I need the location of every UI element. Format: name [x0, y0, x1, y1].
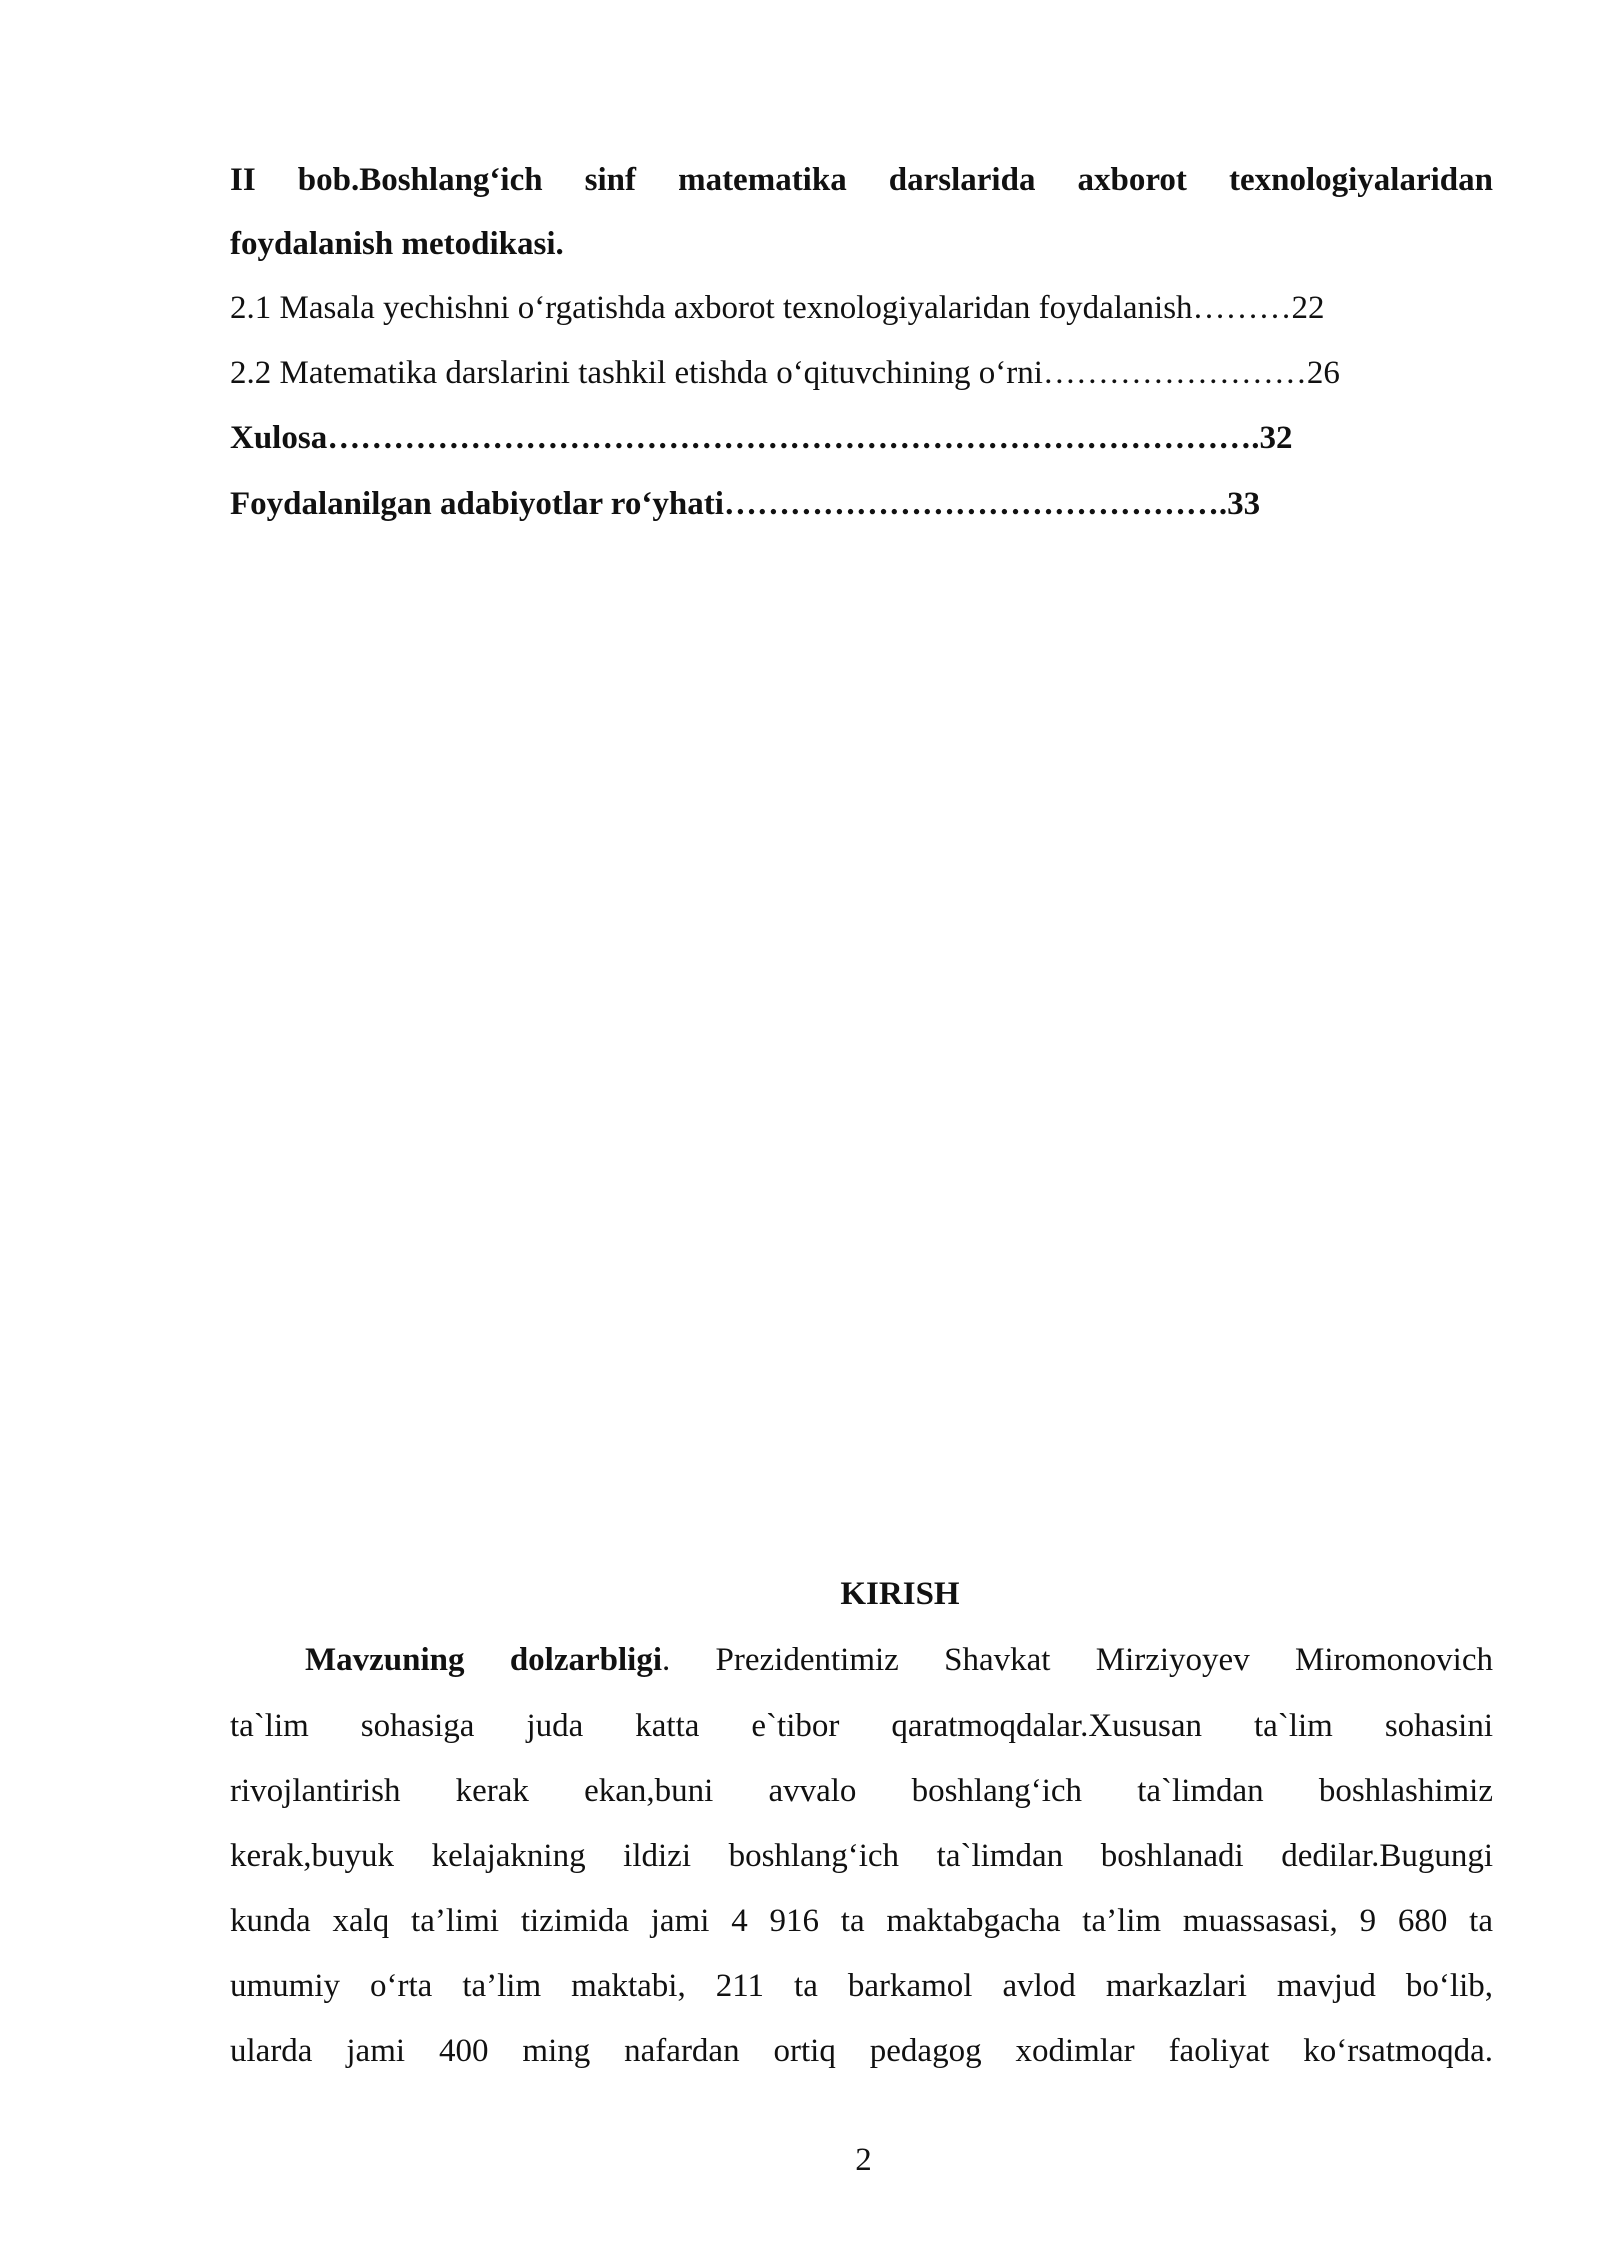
- intro-paragraph-line: rivojlantirish kerak ekan,buni avvalo boshlang‘ich ta`limdan boshlashimiz: [230, 1773, 1493, 1809]
- toc-conclusion: Xulosa………………………………………………………………………….32: [230, 420, 1293, 456]
- intro-paragraph-line: kerak,buyuk kelajakning ildizi boshlang‘ich ta`limdan boshlanadi dedilar.Bugungi: [230, 1838, 1493, 1874]
- intro-paragraph-first-line: [305, 1640, 1493, 1680]
- intro-lead-rest: . Prezidentimiz Shavkat Mirziyoyev Miromonovich: [662, 1642, 1493, 1678]
- intro-paragraph-line: umumiy o‘rta ta’lim maktabi, 211 ta barkamol avlod markazlari mavjud bo‘lib,: [230, 1968, 1493, 2004]
- toc-item-2-1: 2.1 Masala yechishni o‘rgatishda axborot texnologiyalaridan foydalanish………22: [230, 290, 1325, 326]
- toc-chapter2-title-line2: foydalanish metodikasi.: [230, 226, 564, 262]
- toc-item-2-2: 2.2 Matematika darslarini tashkil etishda o‘qituvchining o‘rni……………………26: [230, 355, 1340, 391]
- intro-paragraph-line: ta`lim sohasiga juda katta e`tibor qaratmoqdalar.Xususan ta`lim sohasini: [230, 1708, 1493, 1744]
- intro-paragraph-line: ularda jami 400 ming nafardan ortiq pedagog xodimlar faoliyat ko‘rsatmoqda.: [230, 2033, 1493, 2069]
- intro-heading: KIRISH: [840, 1576, 960, 1612]
- toc-chapter2-title-line1: II bob.Boshlang‘ich sinf matematika darslarida axborot texnologiyalaridan: [230, 162, 1493, 198]
- intro-paragraph-line: kunda xalq ta’limi tizimida jami 4 916 ta maktabgacha ta’lim muassasasi, 9 680 ta: [230, 1903, 1493, 1939]
- intro-lead-bold: Mavzuning dolzarbligi: [305, 1642, 662, 1678]
- page-number: 2: [855, 2142, 872, 2178]
- toc-references: Foydalanilgan adabiyotlar ro‘yhati……………………………………….33: [230, 486, 1261, 522]
